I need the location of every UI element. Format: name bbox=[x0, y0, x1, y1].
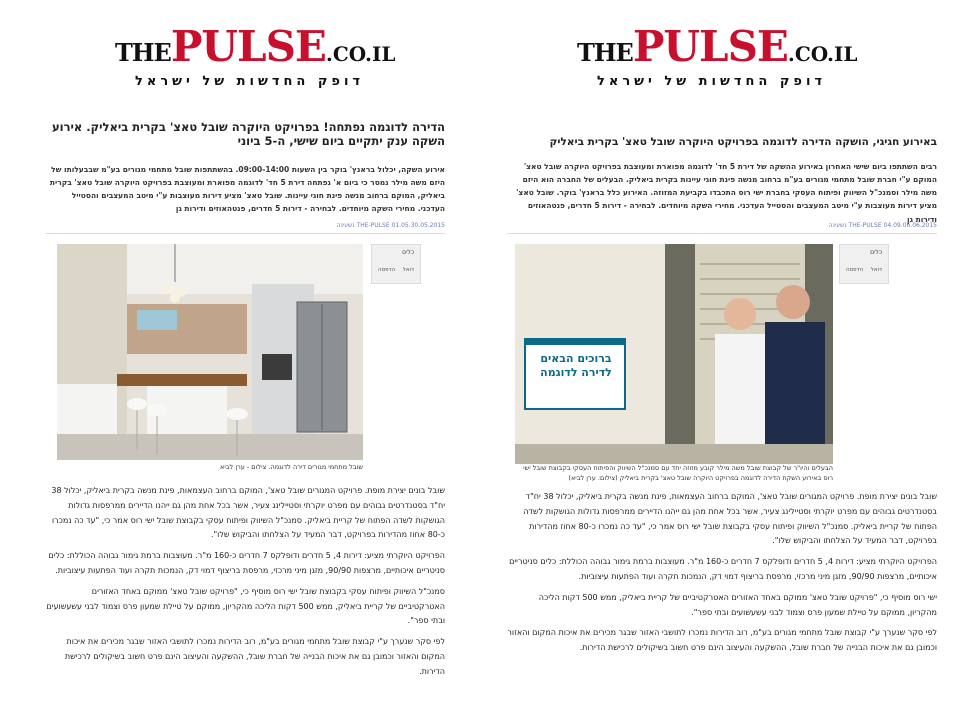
tools-box bbox=[371, 244, 421, 284]
article-photo bbox=[515, 244, 833, 464]
paragraph: לפי סקר שנערך ע"י קבוצת שובל מתחמי מגורים בע"מ, רוב הדירות נמכרו לתושבי האזור שבגר מכירים את איכות המקום והאזור וכמובן גם את איכות הבנייה של חברת שובל, ההשקעה והעיצוב הינם פרט חשוב בשיקולים לרכישת הדירות. bbox=[64, 637, 445, 676]
article-page-right bbox=[507, 0, 947, 720]
tools-title: כלים bbox=[402, 249, 414, 256]
logo-wordmark: THEPULSE.CO.IL bbox=[115, 22, 396, 71]
paragraph: הפרויקט היוקרתי מציע: דירות 4, 5 חדרים ודופלקס 7 חדרים כ-160 מ"ר. מעוצבות ברמת גימור גבוהה הכוללת: כלים סניטריים איכותיים, מרצפות 90/90, מזגן מיני מרכזי, מרפסת בריצוף דמוי דק, הנמכות תקרה ועוד הפתעות עיצוביות. bbox=[48, 551, 445, 575]
email-link[interactable]: דואל bbox=[402, 267, 414, 273]
kitchen-photo bbox=[57, 244, 363, 460]
article-page-left bbox=[45, 0, 485, 720]
logo-tagline: דופק החדשות של ישראל bbox=[135, 74, 365, 89]
article-body bbox=[507, 490, 937, 662]
email-link[interactable]: דואל bbox=[870, 267, 882, 273]
photo-caption: הבעלים והיו"ר של קבוצת שובל משה מילר קובע מזוזה יחד עם סמנכ"ל השיווק והפיתוח העסקי בקבוצת שובל ישי רוס באירוע השקת הדירה לדוגמה בפרויקט היוקרה שובל טאצ' בקרית ביאליק (צילום: ערן לביא) bbox=[523, 464, 833, 482]
tools-title: כלים bbox=[870, 249, 882, 256]
article-date: 04.09.06.06.2015 THE-PULSE נשעינה bbox=[828, 222, 937, 229]
paragraph: שובל בונים יצירת מופת. פרויקט המגורים שובל טאצ', המוקם ברחוב העצמאות, פינת מנשה בקרית ביאליק, יכלול 38 יח"ד בסטנדרטים גבוהים עם מפרט יוקרתי וסטיילינג צעיר, אשר בכל אחת מהן גם ייהנו הדיירים ממרפסות גדולות הגושקות לשדה הפתוח של קריית ביאליק. סמנכ"ל השיווק ופיתוח עסקי בקבוצת שובל ישי רוס אמר כי, "עד כה נמכרו כ-80 אחוז מהדירות בפרויקט, דבר המעיד על הצלחתו והביקוש שלו". bbox=[51, 486, 445, 540]
logo-tagline: דופק החדשות של ישראל bbox=[597, 74, 827, 89]
article-lead: אירוע השקה, יכלול בראנץ' בוקר בין השעות 09:00-14:00. בהשתתפות שובל מתחמי מגורים בע"מ שבבעלותו של היזם משה מילר נמסר כי ביום א' נפתחה דירת 5 חד' לדוגמה מפוארת ומעוצבת בפרויקט היוקרה שובל טאצ' בקרית ביאליק, המוקם ברחוב מנשה פינת חוגי עיינות. שובל טאצ' מציע דירות מעוצבות ע"י מיטב המעצבים והסטייל העדכני. מחירי השקה מיוחדים. לבחירה - דירות 5 חדרים, פנטהאוזים ודירות גן bbox=[49, 165, 445, 214]
article-headline: הדירה לדוגמה נפתחה! בפרויקט היוקרה שובל טאצ' בקרית ביאליק. אירוע השקה ענק יתקיים ביום שישי, ה-5 ביוני bbox=[52, 120, 445, 149]
paragraph: ישי רוס מוסיף כי, "פרויקט שובל טאצ' ממוקם באחד האזורים האטרקטיביים של קריית ביאליק, ממש 500 דקות הליכה מהקריון, ממוקם על טיילת שמעון פרס וצמוד לבני עשעשועים ובתי ספר". bbox=[538, 592, 937, 617]
article-body bbox=[45, 484, 445, 686]
paragraph: שובל בונים יצירת מופת. פרויקט המגורים שובל טאצ', המוקם ברחוב העצמאות, פינת מנשה בקרית ביאליק, יכלול 38 יח"ד בסטנדרטים גבוהים עם מפרט יוקרתי וסטיילינג צעיר, אשר בכל אחת מהן גם ייהנו הדיירים ממרפסות גדולות הגושקות לשדה הפתוח של קריית ביאליק. סמנכ"ל השיווק ופיתוח עסקי בקבוצת שובל ישי רוס אמר כי, "עד כה נמכרו כ-80 אחוז מהדירות בפרויקט, דבר המעיד על הצלחתו והביקוש שלו". bbox=[523, 492, 937, 546]
divider bbox=[507, 233, 937, 234]
welcome-sign-text: ברוכים הבאים לדירה לדוגמה bbox=[540, 352, 612, 379]
article-lead: רבים השתתפו ביום שישי האחרון באירוע ההשקה של דירת 5 חד' לדוגמה מפוארת ומעוצבת בפרויקט היוקרה שובל טאצ' המוקם ע"י חברת שובל מתחמי מגורים בע"מ ברחוב מנשה פינת חוגי עיינות בקרית ביאליק. הבעלים של החברה הוא היזם משה מילר וסמנכ"ל השיווק ופיתוח העסקי בחברת ישי רוס התכבדו בקביעת המזוזה. האירוע כלל בראנץ' בוקר. שובל טאצ' מציע דירות מעוצבות ע"י מיטב המעצבים והסטייל העדכני. מחירי השקה מיוחדים. לבחירה - דירות 5 חדרים, פנטהאוזים ודירות גן bbox=[516, 162, 937, 224]
paragraph: סמנכ"ל השיווק ופיתוח עסקי בקבוצת שובל ישי רוס מוסיף כי, "פרויקט שובל טאצ' ממוקם באחד האזורים האטרקטיביים של קריית ביאליק, ממש 500 דקות הליכה מהקריון, ממוקם על טיילת שמעון פרס וצמוד לבני עשעשועים ובתי ספר". bbox=[46, 586, 445, 626]
article-date: 01.05.30.05.2015 THE-PULSE נשעינה bbox=[336, 222, 445, 229]
tools-box bbox=[839, 244, 889, 284]
site-logo[interactable] bbox=[115, 22, 415, 90]
site-logo[interactable] bbox=[577, 22, 887, 90]
article-photo bbox=[57, 244, 363, 460]
logo-wordmark: THEPULSE.CO.IL bbox=[577, 22, 858, 71]
divider bbox=[45, 233, 445, 234]
photo-caption: שובל מתחמי מגורים דירה לדוגמה. צילום - ערן לביא bbox=[220, 463, 363, 471]
article-headline: באירוע חגיגי, הושקה הדירה לדוגמה בפרויקט היוקרה שובל טאצ' בקרית ביאליק bbox=[549, 136, 937, 148]
paragraph: לפי סקר שנערך ע"י קבוצת שובל מתחמי מגורים בע"מ, רוב הדירות נמכרו לתושבי האזור שבגר מכירים את איכות המקום והאזור וכמובן גם את איכות הבנייה של חברת שובל, ההשקעה והעיצוב הינם פרט חשוב בשיקולים לרכישת הדירות. bbox=[507, 628, 937, 653]
print-link[interactable]: הדפסה bbox=[846, 267, 864, 273]
paragraph: הפרויקט היוקרתי מציע: דירות 4, 5 חדרים ודופלקס 7 חדרים כ-160 מ"ר. מעוצבות ברמת גימור גבוהה הכוללת: כלים סניטריים איכותיים, מרצפות 90/90, מזגן מיני מרכזי, מרפסת בריצוף דמוי דק, הנמכות תקרה ועוד הפתעות עיצוביות. bbox=[509, 557, 937, 581]
print-link[interactable]: הדפסה bbox=[378, 267, 396, 273]
